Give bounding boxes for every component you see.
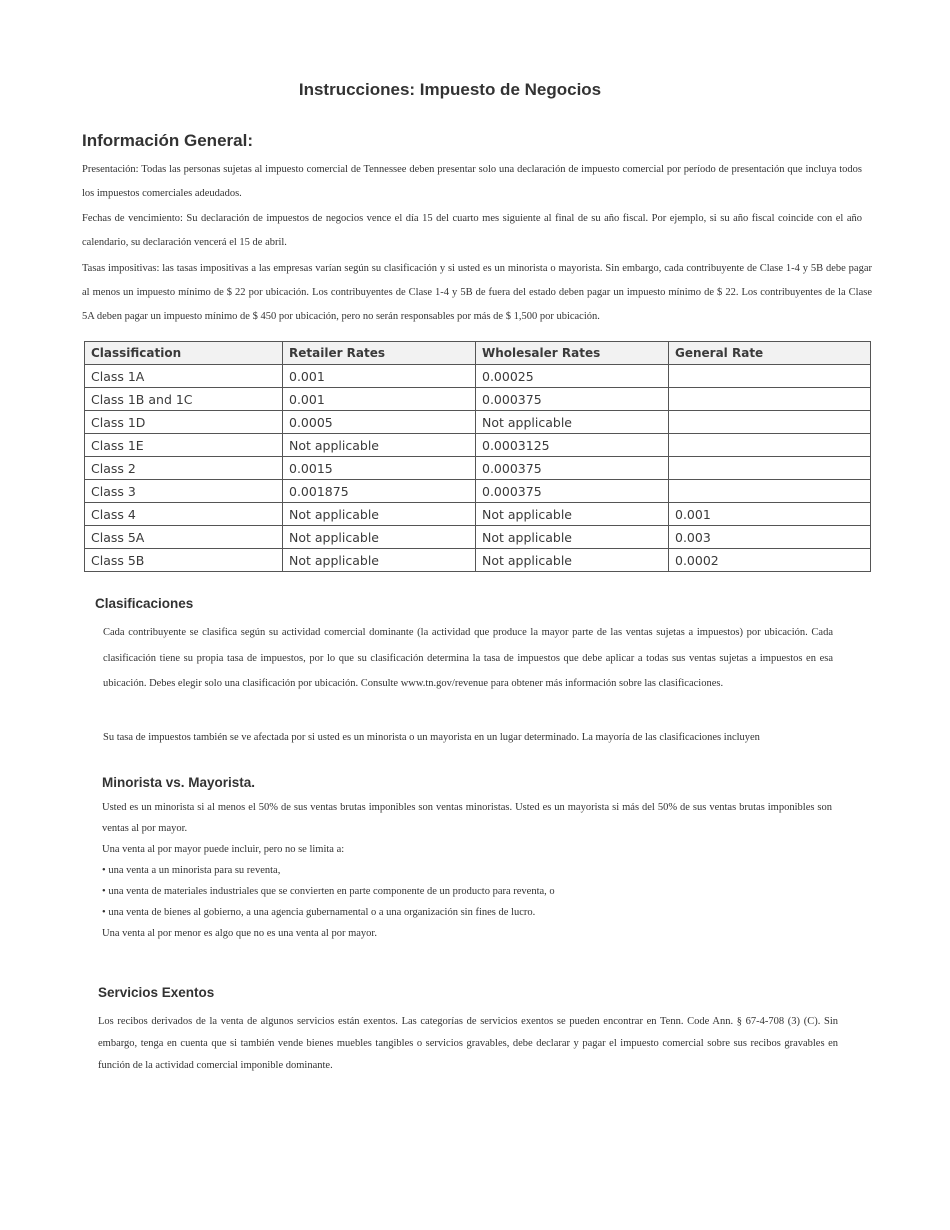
table-cell: 0.0003125 <box>476 434 669 457</box>
table-cell: Class 2 <box>85 457 283 480</box>
table-cell: 0.0005 <box>283 411 476 434</box>
table-row <box>85 526 871 549</box>
table-cell: 0.001 <box>283 388 476 411</box>
clasificaciones-heading: Clasificaciones <box>95 596 194 611</box>
table-cell: Not applicable <box>476 411 669 434</box>
table-cell: Class 1E <box>85 434 283 457</box>
servicios-heading: Servicios Exentos <box>98 985 215 1000</box>
table-cell: 0.000375 <box>476 388 669 411</box>
clasificaciones-paragraph-2: Su tasa de impuestos también se ve afectada por si usted es un minorista o un mayorista en un lugar determinado. La mayoría de las clasificaciones incluyen <box>103 732 760 743</box>
page-title: Instrucciones: Impuesto de Negocios <box>298 80 602 99</box>
table-cell: 0.000375 <box>476 480 669 503</box>
table-cell <box>669 434 871 457</box>
table-cell: Class 3 <box>85 480 283 503</box>
fechas-paragraph: Fechas de vencimiento: Su declaración de impuestos de negocios vence el día 15 del cuarto mes siguiente al final de su año fiscal. Por ejemplo, si su año fiscal coincide con el año calendario, su declaración vencerá el 15 de abril. <box>82 213 862 248</box>
table-row <box>85 365 871 388</box>
general-info-heading: Información General: <box>82 131 253 150</box>
table-cell: Not applicable <box>476 526 669 549</box>
table-cell: 0.001 <box>669 503 871 526</box>
table-row <box>85 549 871 572</box>
header-classification: Classification <box>85 342 283 365</box>
servicios-paragraph: Los recibos derivados de la venta de algunos servicios están exentos. Las categorías de servicios exentos se pueden encontrar en Tenn. Code Ann. § 67-4-708 (3) (C). Sin embargo, tenga en cuenta que si también vende bienes muebles tangibles o servicios gravables, debe declarar y pagar el impuesto comercial sobre sus recibos gravables en función de la actividad comercial imponible dominante. <box>98 1016 838 1071</box>
table-cell: Class 1B and 1C <box>85 388 283 411</box>
table-cell: Class 5A <box>85 526 283 549</box>
table-cell <box>669 388 871 411</box>
header-retailer-rates: Retailer Rates <box>283 342 476 365</box>
table-cell: 0.003 <box>669 526 871 549</box>
minorista-heading: Minorista vs. Mayorista. <box>102 775 256 790</box>
table-cell <box>669 457 871 480</box>
table-cell: Not applicable <box>283 549 476 572</box>
table-row <box>85 411 871 434</box>
table-cell <box>669 480 871 503</box>
minorista-paragraph: Usted es un minorista si al menos el 50% de sus ventas brutas imponibles son ventas minoristas. Usted es un mayorista si más del 50% de sus ventas brutas imponibles son ventas al por mayor. <box>102 802 832 834</box>
table-cell: Not applicable <box>476 503 669 526</box>
list-item: • una venta de materiales industriales que se convierten en parte componente de un producto para reventa, o <box>102 881 832 902</box>
table-cell: 0.00025 <box>476 365 669 388</box>
table-cell: 0.001875 <box>283 480 476 503</box>
table-cell: Class 5B <box>85 549 283 572</box>
table-cell: 0.001 <box>283 365 476 388</box>
list-item: • una venta a un minorista para su reventa, <box>102 860 832 881</box>
retail-definition-paragraph: Una venta al por menor es algo que no es una venta al por mayor. <box>102 928 377 939</box>
header-general-rate: General Rate <box>669 342 871 365</box>
mayorista-intro-paragraph: Una venta al por mayor puede incluir, pero no se limita a: <box>102 844 345 855</box>
table-cell <box>669 411 871 434</box>
table-row <box>85 480 871 503</box>
table-cell <box>669 365 871 388</box>
table-cell: Not applicable <box>283 503 476 526</box>
table-cell: 0.0002 <box>669 549 871 572</box>
table-cell: Not applicable <box>283 526 476 549</box>
header-wholesaler-rates: Wholesaler Rates <box>476 342 669 365</box>
table-cell: Not applicable <box>283 434 476 457</box>
rates-table <box>84 341 871 572</box>
table-cell: Class 1D <box>85 411 283 434</box>
table-cell: Not applicable <box>476 549 669 572</box>
table-row <box>85 434 871 457</box>
table-row <box>85 388 871 411</box>
table-cell: Class 1A <box>85 365 283 388</box>
list-item: • una venta de bienes al gobierno, a una agencia gubernamental o a una organización sin fines de lucro. <box>102 902 832 923</box>
table-cell: 0.000375 <box>476 457 669 480</box>
table-row <box>85 457 871 480</box>
presentacion-paragraph: Presentación: Todas las personas sujetas al impuesto comercial de Tennessee deben presentar solo una declaración de impuesto comercial por período de presentación que incluya todos los impuestos comerciales adeudados. <box>82 164 862 199</box>
wholesale-examples-list <box>102 860 832 923</box>
table-cell: 0.0015 <box>283 457 476 480</box>
tasas-paragraph: Tasas impositivas: las tasas impositivas a las empresas varían según su clasificación y si usted es un minorista o mayorista. Sin embargo, cada contribuyente de Clase 1-4 y 5B debe pagar al menos un impuesto mínimo de $ 22 por ubicación. Los contribuyentes de Clase 1-4 y 5B de fuera del estado deben pagar un impuesto mínimo de $ 22. Los contribuyentes de la Clase 5A deben pagar un impuesto mínimo de $ 450 por ubicación, pero no serán responsables por más de $ 1,500 por ubicación. <box>82 263 872 322</box>
table-cell: Class 4 <box>85 503 283 526</box>
table-header-row <box>85 342 871 365</box>
clasificaciones-paragraph: Cada contribuyente se clasifica según su actividad comercial dominante (la actividad que produce la mayor parte de las ventas sujetas a impuestos) por ubicación. Cada clasificación tiene su propia tasa de impuestos, por lo que su clasificación determina la tasa de impuestos que debe aplicar a todas sus ventas sujetas a impuestos en esa ubicación. Debes elegir solo una clasificación por ubicación. Consulte www.tn.gov/revenue para obtener más información sobre las clasificaciones. <box>103 627 833 689</box>
table-row <box>85 503 871 526</box>
